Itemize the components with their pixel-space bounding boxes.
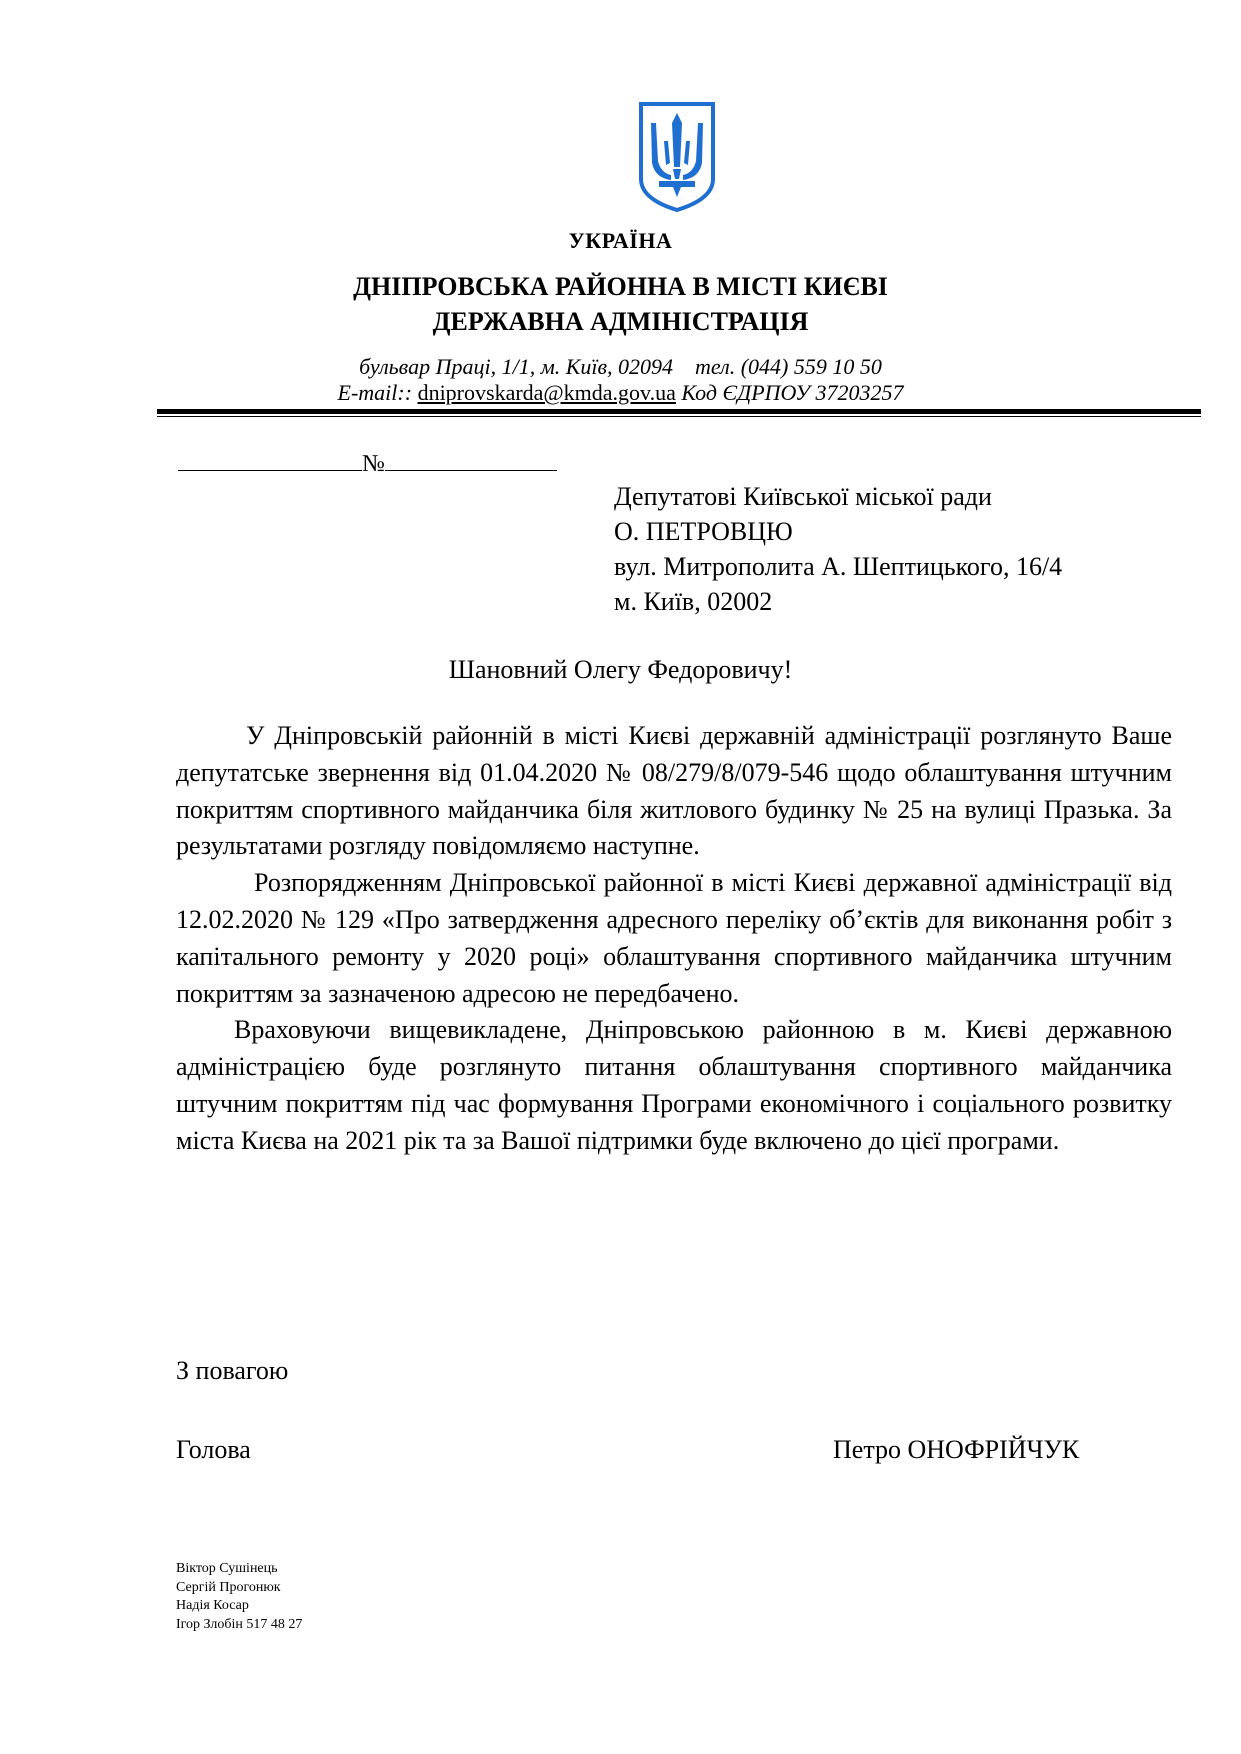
header-divider-thick <box>157 409 1201 414</box>
salutation: Шановний Олегу Федоровичу! <box>448 655 793 684</box>
phone-number: тел. (044) 559 10 50 <box>695 354 882 379</box>
body-paragraph-3: Враховуючи вищевикладене, Дніпровською районною в м. Києві державною адміністрацією буде розглянуто питання облаштування спортивного майданчика штучним покриттям під час формування Програми економічного і соціального розвитку міста Києва на 2021 рік та за Вашої підтримки буде включено до цієї програми. <box>176 1015 1172 1155</box>
trident-emblem-icon <box>637 101 717 213</box>
registration-line <box>178 448 557 478</box>
executors-list <box>176 1560 302 1634</box>
organization-name-line1: ДНІПРОВСЬКА РАЙОННА В МІСТІ КИЄВІ <box>353 272 888 301</box>
recipient-title: Депутатові Київської міської ради <box>614 482 992 511</box>
date-blank <box>178 448 362 471</box>
organization-name-line2: ДЕРЖАВНА АДМІНІСТРАЦІЯ <box>432 307 809 336</box>
executor-line: Віктор Сушінець <box>176 1561 278 1576</box>
header-divider-thin <box>157 416 1201 417</box>
number-sign: № <box>362 451 385 477</box>
organization-address-line <box>0 354 1241 380</box>
postal-address: бульвар Праці, 1/1, м. Київ, 02094 <box>359 354 674 379</box>
number-blank <box>385 448 557 471</box>
organization-contacts-line <box>0 380 1241 406</box>
email-label: E-mail:: <box>337 380 413 405</box>
recipient-block <box>614 479 1062 619</box>
executor-line: Надія Косар <box>176 1598 249 1613</box>
body-paragraph-1: У Дніпровській районній в місті Києві державній адміністрації розглянуто Ваше депутатське звернення від 01.04.2020 № 08/279/8/079-546 щодо облаштування штучним покриттям спортивного майданчика біля житлового будинку № 25 на вулиці Празька. За результатами розгляду повідомляємо наступне. <box>176 721 1172 861</box>
recipient-city: м. Київ, 02002 <box>614 587 773 616</box>
country-heading: УКРАЇНА <box>568 228 673 253</box>
letter-body <box>176 718 1172 1160</box>
recipient-name: О. ПЕТРОВЦЮ <box>614 517 793 546</box>
executor-line: Ігор Злобін 517 48 27 <box>176 1616 303 1632</box>
signer-name: Петро ОНОФРІЙЧУК <box>833 1435 1080 1464</box>
signer-position: Голова <box>176 1435 251 1464</box>
recipient-street: вул. Митрополита А. Шептицького, 16/4 <box>614 552 1063 581</box>
executor-line: Сергій Прогонюк <box>176 1579 281 1595</box>
body-paragraph-2: Розпорядженням Дніпровської районної в місті Києві державної адміністрації від 12.02.2020 № 129 «Про затвердження адресного переліку об’єктів для виконання робіт з капітального ремонту у 2020 році» облаштування спортивного майданчика штучним покриттям за зазначеною адресою не передбачено. <box>176 868 1172 1008</box>
email-link[interactable]: dniprovskarda@kmda.gov.ua <box>417 380 676 405</box>
edrpou-code: Код ЄДРПОУ 37203257 <box>681 380 904 405</box>
closing-phrase: З повагою <box>176 1356 289 1385</box>
